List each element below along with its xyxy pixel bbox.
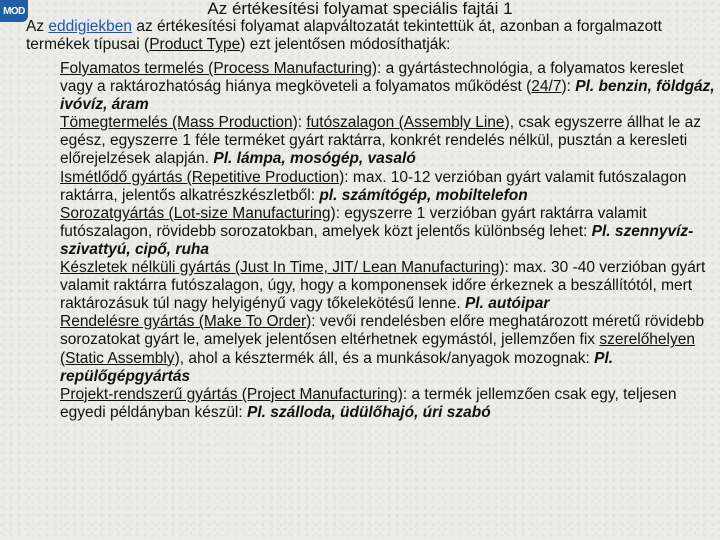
item-text: ): a gyártástechnológia, a folyamatos kereslet vagy a raktározhatóság hiánya megköveteli a folyamatos működést (: [60, 60, 684, 96]
item-example: Pl. autóipar: [464, 295, 550, 313]
item-example: Pl. benzin, földgáz, ivóvíz, áram: [60, 78, 715, 114]
item-term: Készletek nélküli gyártás (Just In Time, JIT/ Lean Manufacturing: [60, 259, 500, 277]
intro-before: Az: [26, 18, 49, 35]
item-text-secondary: ), csak egyszerre állhat le az egész, egyszerre 1 féle terméket gyárt raktárra, konkrét rendelés nélkül, pusztán a keresleti előrejelzések alapján.: [60, 114, 701, 168]
slide-title: Az értékesítési folyamat speciális fajtái 1: [207, 0, 513, 18]
list-item: [60, 313, 716, 385]
item-example: Pl. lámpa, mosógép, vasaló: [213, 150, 416, 168]
item-text: ): vevői rendelésben előre meghatározott méretű rövidebb sorozatokat gyárt le, amelyek jelentősen eltérhetnek egymástól, jellemzően fix: [60, 313, 705, 349]
logo-text: MOD: [3, 5, 25, 17]
item-term-secondary: 24/7: [531, 78, 562, 96]
item-text: ): max. 30 -40 verzióban gyárt valamit raktárra futószalagon, úgy, hogy a komponensek időre érkeznek a beszállítótól, mert raktározásuk túl nagy helyigényű vagy tőkelekötésű lenne.: [60, 259, 706, 313]
item-term: Ismétlődő gyártás (Repetitive Production: [60, 168, 340, 186]
item-example: Pl. szennyvíz-szivattyú, cipő, ruha: [60, 222, 694, 258]
list-item: [60, 386, 716, 422]
item-term: Folyamatos termelés (Process Manufacturing: [60, 60, 372, 77]
item-text: ): a termék jellemzően csak egy, teljesen egyedi példányban készül:: [60, 385, 677, 421]
item-text: ): max. 10-12 verzióban gyárt valamit futószalagon raktárra, jelentős alkatrészkészletből:: [60, 168, 687, 204]
item-term: Tömegtermelés (Mass Production: [60, 114, 293, 132]
list-item: [60, 169, 716, 205]
item-example: pl. számítógép, mobiltelefon: [319, 186, 528, 204]
intro-tail: ) ezt jelentősen módosíthatják:: [240, 36, 451, 54]
intro-after: az értékesítési folyamat alapváltozatát tekintettük át, azonban a forgalmazott termékek típusai (: [26, 18, 662, 54]
list-item: [60, 60, 716, 114]
item-text-secondary: ), ahol a késztermék áll, és a munkások/anyagok mozognak:: [174, 349, 595, 367]
product-type-term: Product Type: [149, 36, 241, 54]
item-text: ):: [292, 114, 307, 132]
list-item: [60, 205, 716, 259]
item-example: Pl. szálloda, üdülőhajó, úri szabó: [247, 403, 491, 421]
item-term: Rendelésre gyártás (Make To Order: [60, 313, 307, 331]
item-text-secondary: ):: [561, 78, 576, 96]
intro-link[interactable]: eddigiekben: [48, 18, 133, 35]
list-item: [60, 114, 716, 168]
manufacturing-types-list: [60, 60, 716, 422]
item-term-secondary: futószalagon (Assembly Line: [306, 114, 505, 132]
item-term: Projekt-rendszerű gyártás (Project Manufacturing: [60, 385, 398, 403]
intro-paragraph: [26, 18, 716, 54]
list-item: [60, 259, 716, 313]
item-example: Pl. repülőgépgyártás: [60, 349, 614, 385]
item-text: ): egyszerre 1 verzióban gyárt raktárra valamit futószalagon, rövidebb sorozatokban, amelyek közt jelentős különbség lehet:: [60, 204, 647, 240]
item-term-secondary: szerelőhelyen (Static Assembly: [60, 331, 695, 367]
item-term: Sorozatgyártás (Lot-size Manufacturing: [60, 204, 331, 222]
